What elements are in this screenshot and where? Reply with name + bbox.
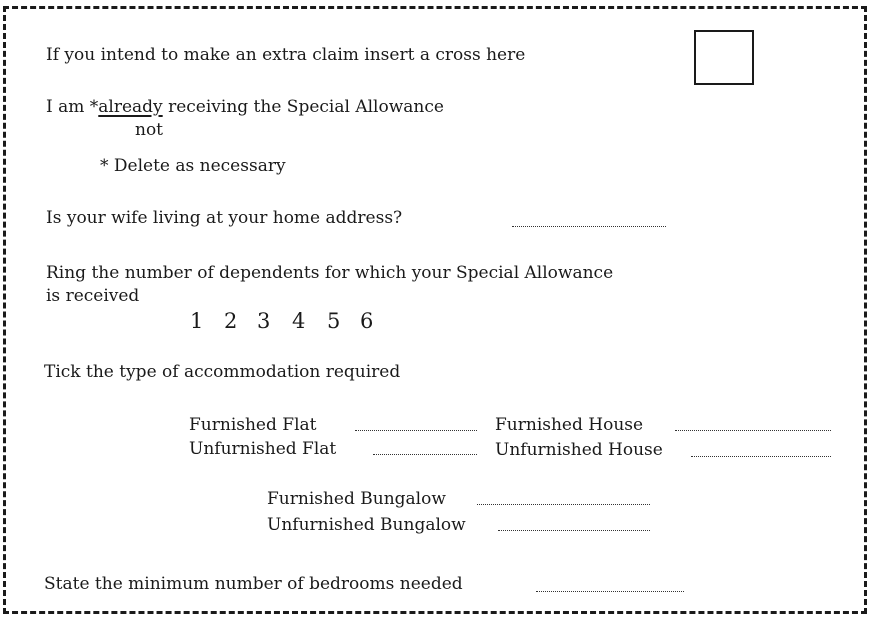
accommodation-question: Tick the type of accommodation required: [44, 362, 401, 382]
bedrooms-question: State the minimum number of bedrooms needed: [44, 574, 463, 594]
allowance-statement: [46, 97, 444, 117]
dependent-number-5[interactable]: 5: [327, 309, 341, 333]
extra-claim-cross-box[interactable]: [694, 30, 754, 85]
furnished-bungalow-line[interactable]: [477, 504, 650, 505]
dependents-question-line2: is received: [46, 286, 140, 306]
dependent-number-6[interactable]: 6: [360, 309, 374, 333]
unfurnished-house-label: Unfurnished House: [495, 440, 663, 460]
unfurnished-bungalow-line[interactable]: [498, 530, 650, 531]
wife-answer-line[interactable]: [512, 226, 666, 227]
bedrooms-answer-line[interactable]: [536, 591, 684, 592]
extra-claim-question: If you intend to make an extra claim insert a cross here: [46, 45, 526, 65]
dependent-number-1[interactable]: 1: [190, 309, 204, 333]
dependent-number-4[interactable]: 4: [292, 309, 306, 333]
allowance-option-already[interactable]: already: [98, 97, 163, 117]
unfurnished-bungalow-label: Unfurnished Bungalow: [267, 515, 466, 535]
furnished-bungalow-label: Furnished Bungalow: [267, 489, 446, 509]
unfurnished-flat-line[interactable]: [373, 454, 477, 455]
unfurnished-house-line[interactable]: [691, 456, 831, 457]
furnished-flat-label: Furnished Flat: [189, 415, 317, 435]
allowance-suffix: receiving the Special Allowance: [162, 97, 444, 117]
dependent-number-3[interactable]: 3: [257, 309, 271, 333]
dependent-number-2[interactable]: 2: [224, 309, 238, 333]
furnished-house-label: Furnished House: [495, 415, 644, 435]
wife-question: Is your wife living at your home address?: [46, 208, 403, 228]
furnished-flat-line[interactable]: [355, 430, 477, 431]
unfurnished-flat-label: Unfurnished Flat: [189, 439, 337, 459]
dependents-question-line1: Ring the number of dependents for which your Special Allowance: [46, 263, 614, 283]
furnished-house-line[interactable]: [675, 430, 831, 431]
allowance-option-not[interactable]: not: [135, 120, 164, 140]
delete-note: * Delete as necessary: [100, 156, 286, 176]
allowance-prefix: I am *: [46, 97, 99, 117]
